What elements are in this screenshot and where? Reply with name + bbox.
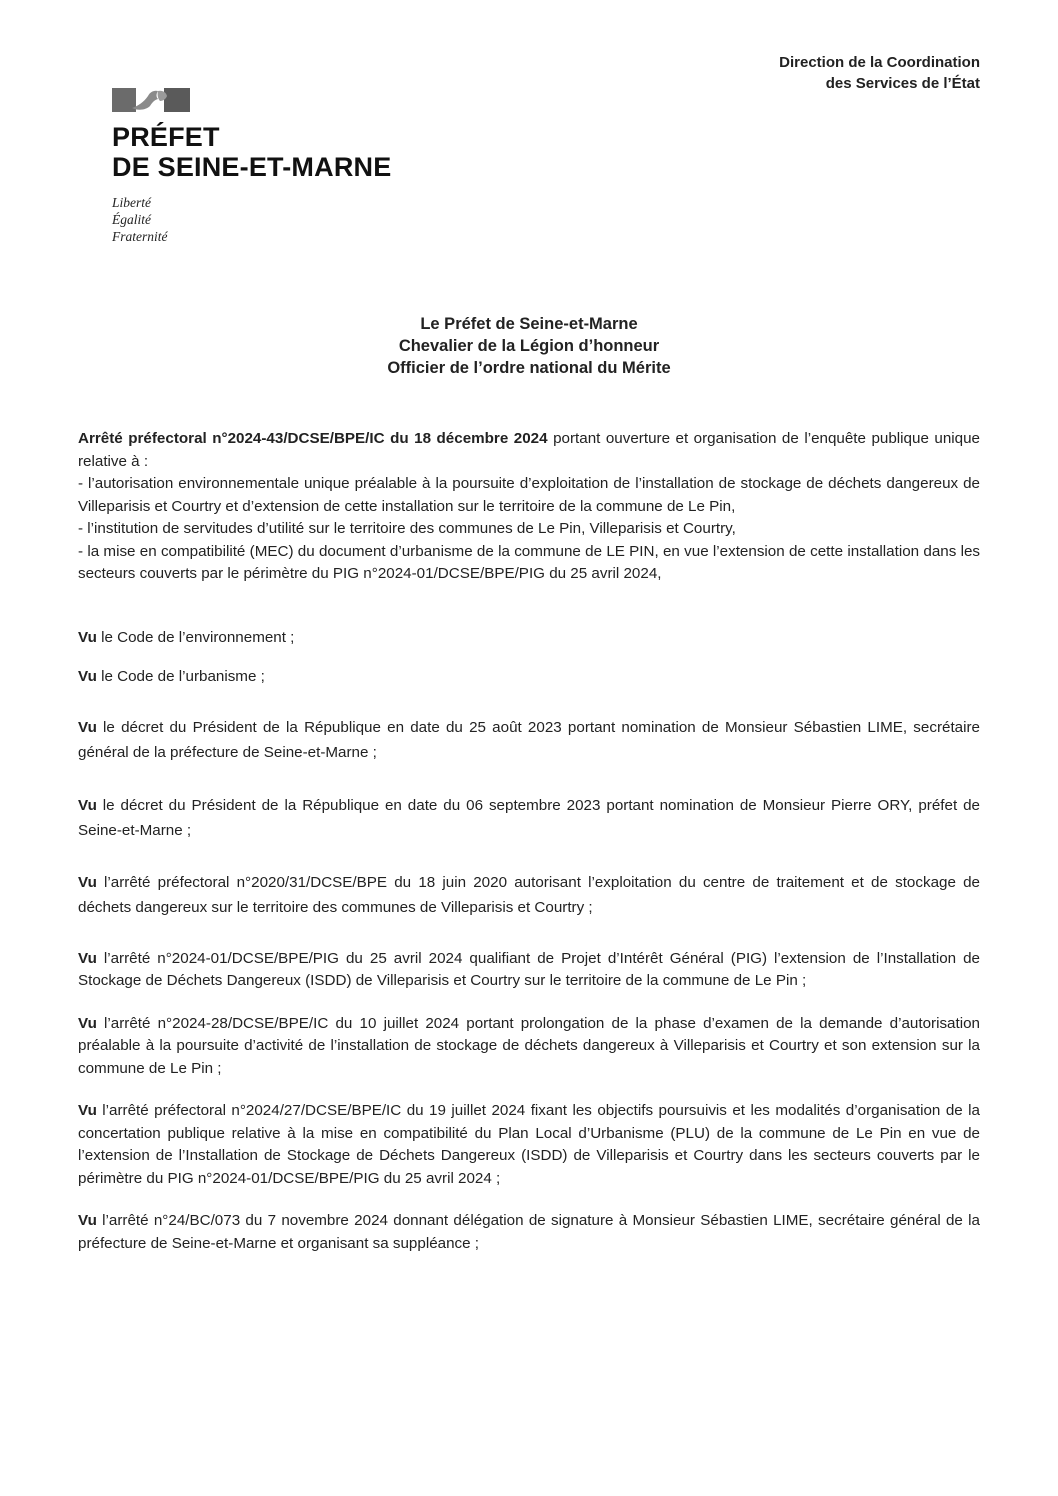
- vu-paragraph-9: [78, 1210, 980, 1255]
- vu-word: Vu: [78, 718, 97, 736]
- vu-text: l’arrêté n°24/BC/073 du 7 novembre 2024 donnant délégation de signature à Monsieur Sébastien LIME, secrétaire général de la préfecture de Seine-et-Marne et organisant sa suppléance ;: [78, 1212, 980, 1252]
- arrete-preamble: [78, 428, 980, 586]
- motto-egalite: Égalité: [112, 212, 151, 227]
- vu-word: Vu: [78, 1014, 97, 1032]
- prefecture-logo-block: [112, 86, 452, 245]
- vu-word: Vu: [78, 949, 97, 967]
- vu-word: Vu: [78, 873, 97, 891]
- vu-text: l’arrêté préfectoral n°2020/31/DCSE/BPE du 18 juin 2020 autorisant l’exploitation du centre de traitement et de stockage de déchets dangereux sur le territoire des communes de Villeparisis et Courtry ;: [78, 873, 980, 916]
- issuing-direction: [779, 52, 980, 94]
- prefet-title-line-1: PRÉFET: [112, 122, 220, 152]
- vu-paragraph-3: [78, 715, 980, 765]
- vu-text: le Code de l’urbanisme ;: [96, 668, 265, 685]
- vu-paragraph-6: [78, 948, 980, 993]
- motto-liberte: Liberté: [112, 195, 151, 210]
- heading-line-3: Officier de l’ordre national du Mérite: [387, 359, 671, 377]
- arrete-item: - l’autorisation environnementale unique préalable à la poursuite d’exploitation de l’installation de stockage de déchets dangereux de Villeparisis et Courtry et d’extension de cette installation sur le territoire de la commune de Le Pin,: [78, 475, 980, 515]
- vu-text: le décret du Président de la République en date du 06 septembre 2023 portant nomination de Monsieur Pierre ORY, préfet de Seine-et-Marne ;: [78, 796, 980, 839]
- direction-line-1: Direction de la Coordination: [779, 54, 980, 71]
- arrete-item: - l’institution de servitudes d’utilité sur le territoire des communes de Le Pin, Villeparisis et Courtry,: [78, 520, 736, 537]
- marianne-logo-icon: [112, 86, 192, 114]
- prefet-heading: [0, 313, 1058, 379]
- vu-text: l’arrêté préfectoral n°2024/27/DCSE/BPE/IC du 19 juillet 2024 fixant les objectifs poursuivis et les modalités d’organisation de la concertation publique relative à la mise en compatibilité du Plan Local d’Urbanisme (PLU) de la commune de Le Pin en vue de l’extension de l’Installation de Stockage de Déchets Dangereux (ISDD) de Villeparisis et Courtry dans les secteurs couverts par le périmètre du PIG n°2024-01/DCSE/BPE/PIG du 25 avril 2024 ;: [78, 1102, 980, 1187]
- vu-paragraph-2: [78, 666, 980, 689]
- vu-word: Vu: [78, 668, 97, 685]
- prefet-title-line-2: DE SEINE-ET-MARNE: [112, 152, 392, 182]
- vu-word: Vu: [78, 796, 97, 814]
- republic-motto: [112, 194, 452, 245]
- vu-text: le Code de l’environnement ;: [96, 628, 295, 646]
- motto-fraternite: Fraternité: [112, 229, 168, 244]
- vu-text: le décret du Président de la République en date du 25 août 2023 portant nomination de Monsieur Sébastien LIME, secrétaire général de la préfecture de Seine-et-Marne ;: [78, 718, 980, 761]
- heading-line-1: Le Préfet de Seine-et-Marne: [420, 315, 638, 333]
- heading-line-2: Chevalier de la Légion d’honneur: [398, 337, 660, 355]
- vu-paragraph-4: [78, 793, 980, 843]
- vu-word: Vu: [78, 1102, 97, 1119]
- vu-text: l’arrêté n°2024-01/DCSE/BPE/PIG du 25 avril 2024 qualifiant de Projet d’Intérêt Général (PIG) l’extension de l’Installation de Stockage de Déchets Dangereux (ISDD) de Villeparisis et Courtry sur le territoire de la commune de Le Pin ;: [78, 949, 980, 989]
- vu-text: l’arrêté n°2024-28/DCSE/BPE/IC du 10 juillet 2024 portant prolongation de la phase d’examen de la demande d’autorisation préalable à la poursuite d’activité de l’installation de stockage de déchets dangereux à Villeparisis et Courtry et son extension sur la commune de Le Pin ;: [78, 1014, 980, 1077]
- document-body: [78, 428, 980, 1255]
- prefet-title: [112, 122, 452, 182]
- vu-paragraph-7: [78, 1013, 980, 1081]
- arrete-intro: [78, 428, 980, 473]
- vu-paragraph-5: [78, 870, 980, 920]
- vu-word: Vu: [78, 628, 97, 646]
- vu-paragraph-8: [78, 1100, 980, 1190]
- direction-line-2: des Services de l’État: [825, 75, 980, 92]
- arrete-intro-text: portant ouverture et organisation de l’enquête publique unique relative à :: [78, 430, 980, 470]
- vu-paragraph-1: [78, 627, 980, 650]
- arrete-item: - la mise en compatibilité (MEC) du document d’urbanisme de la commune de LE PIN, en vue l’extension de cette installation dans les secteurs couverts par le périmètre du PIG n°2024-01/DCSE/BPE/PIG du 25 avril 2024,: [78, 542, 980, 582]
- vu-word: Vu: [78, 1212, 97, 1229]
- arrete-reference: Arrêté préfectoral n°2024-43/DCSE/BPE/IC du 18 décembre 2024: [78, 430, 548, 447]
